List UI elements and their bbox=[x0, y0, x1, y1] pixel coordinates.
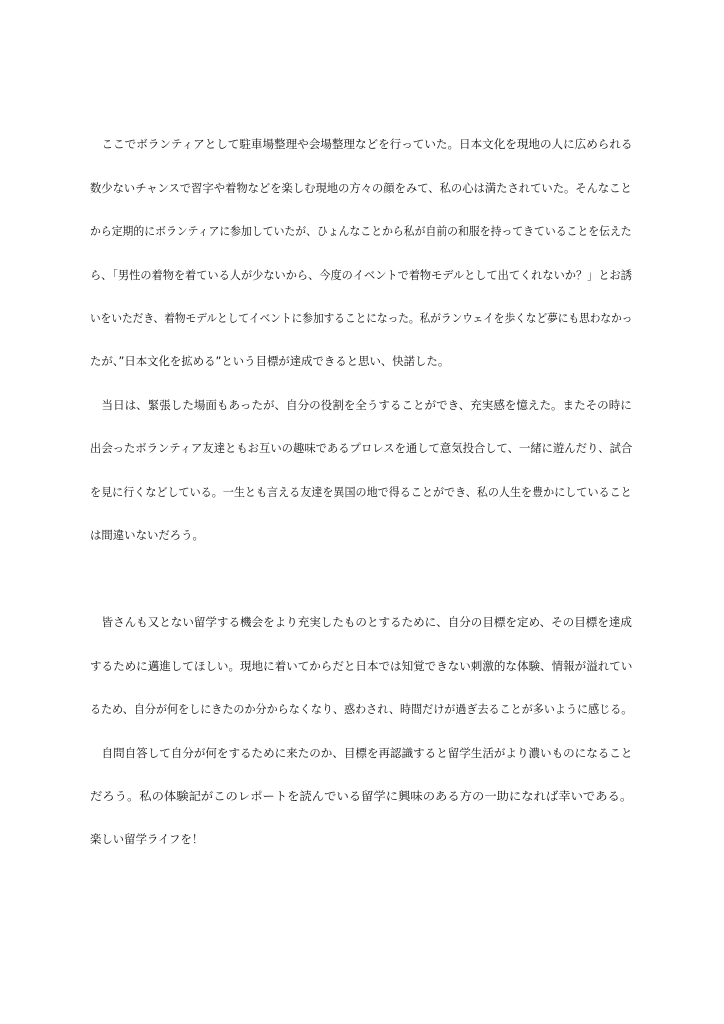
text-line-8: 出会ったボランティア友達ともお互いの趣味であるプロレスを通して意気投合して、一緒に遊んだり、試合 bbox=[90, 441, 633, 455]
text-line-16: 楽しい留学ライフを！ bbox=[90, 832, 204, 846]
text-line-3: から定期的にボランティアに参加していたが、ひょんなことから私が自前の和服を持ってきていることを伝えた bbox=[90, 224, 632, 238]
text-line-7: 当日は、緊張した場面もあったが、自分の役割を全うすることができ、充実感を憶えた。またその時に bbox=[90, 398, 632, 412]
text-line-14: 自問自答して自分が何をするために来たのか、目標を再認識すると留学生活がより濃いものになること bbox=[90, 746, 633, 760]
text-line-5: いをいただき、着物モデルとしてイベントに参加することになった。私がランウェイを歩くなど夢にも思わなかっ bbox=[90, 311, 633, 325]
text-line-10: は間違いないだろう。 bbox=[90, 528, 204, 542]
text-line-15: だろう。私の体験記がこのレポートを読んでいる留学に興味のある方の一助になれば幸いである。 bbox=[90, 789, 633, 803]
text-line-9: を見に行くなどしている。一生とも言える友達を異国の地で得ることができ、私の人生を豊かにしていること bbox=[90, 485, 632, 499]
text-line-12: するために邁進してほしい。現地に着いてからだと日本では知覚できない刺激的な体験、情報が溢れてい bbox=[90, 659, 633, 673]
text-line-1: ここでボランティアとして駐車場整理や会場整理などを行っていた。日本文化を現地の人に広められる bbox=[90, 137, 633, 151]
text-line-13: るため、自分が何をしにきたのか分からなくなり、惑わされ、時間だけが過ぎ去ることが多いように感じる。 bbox=[90, 702, 633, 716]
text-line-6: たが、”日本文化を拡める”という目標が達成できると思い、快諾した。 bbox=[90, 354, 450, 368]
text-line-4: ら、「男性の着物を着ている人が少ないから、今度のイベントで着物モデルとして出てくれないか？」とお誘 bbox=[90, 268, 632, 282]
text-line-2: 数少ないチャンスで習字や着物などを楽しむ現地の方々の顔をみて、私の心は満たされていた。そんなこと bbox=[90, 181, 632, 195]
text-line-11: 皆さんも又とない留学する機会をより充実したものとするために、自分の目標を定め、その目標を達成 bbox=[90, 615, 632, 629]
